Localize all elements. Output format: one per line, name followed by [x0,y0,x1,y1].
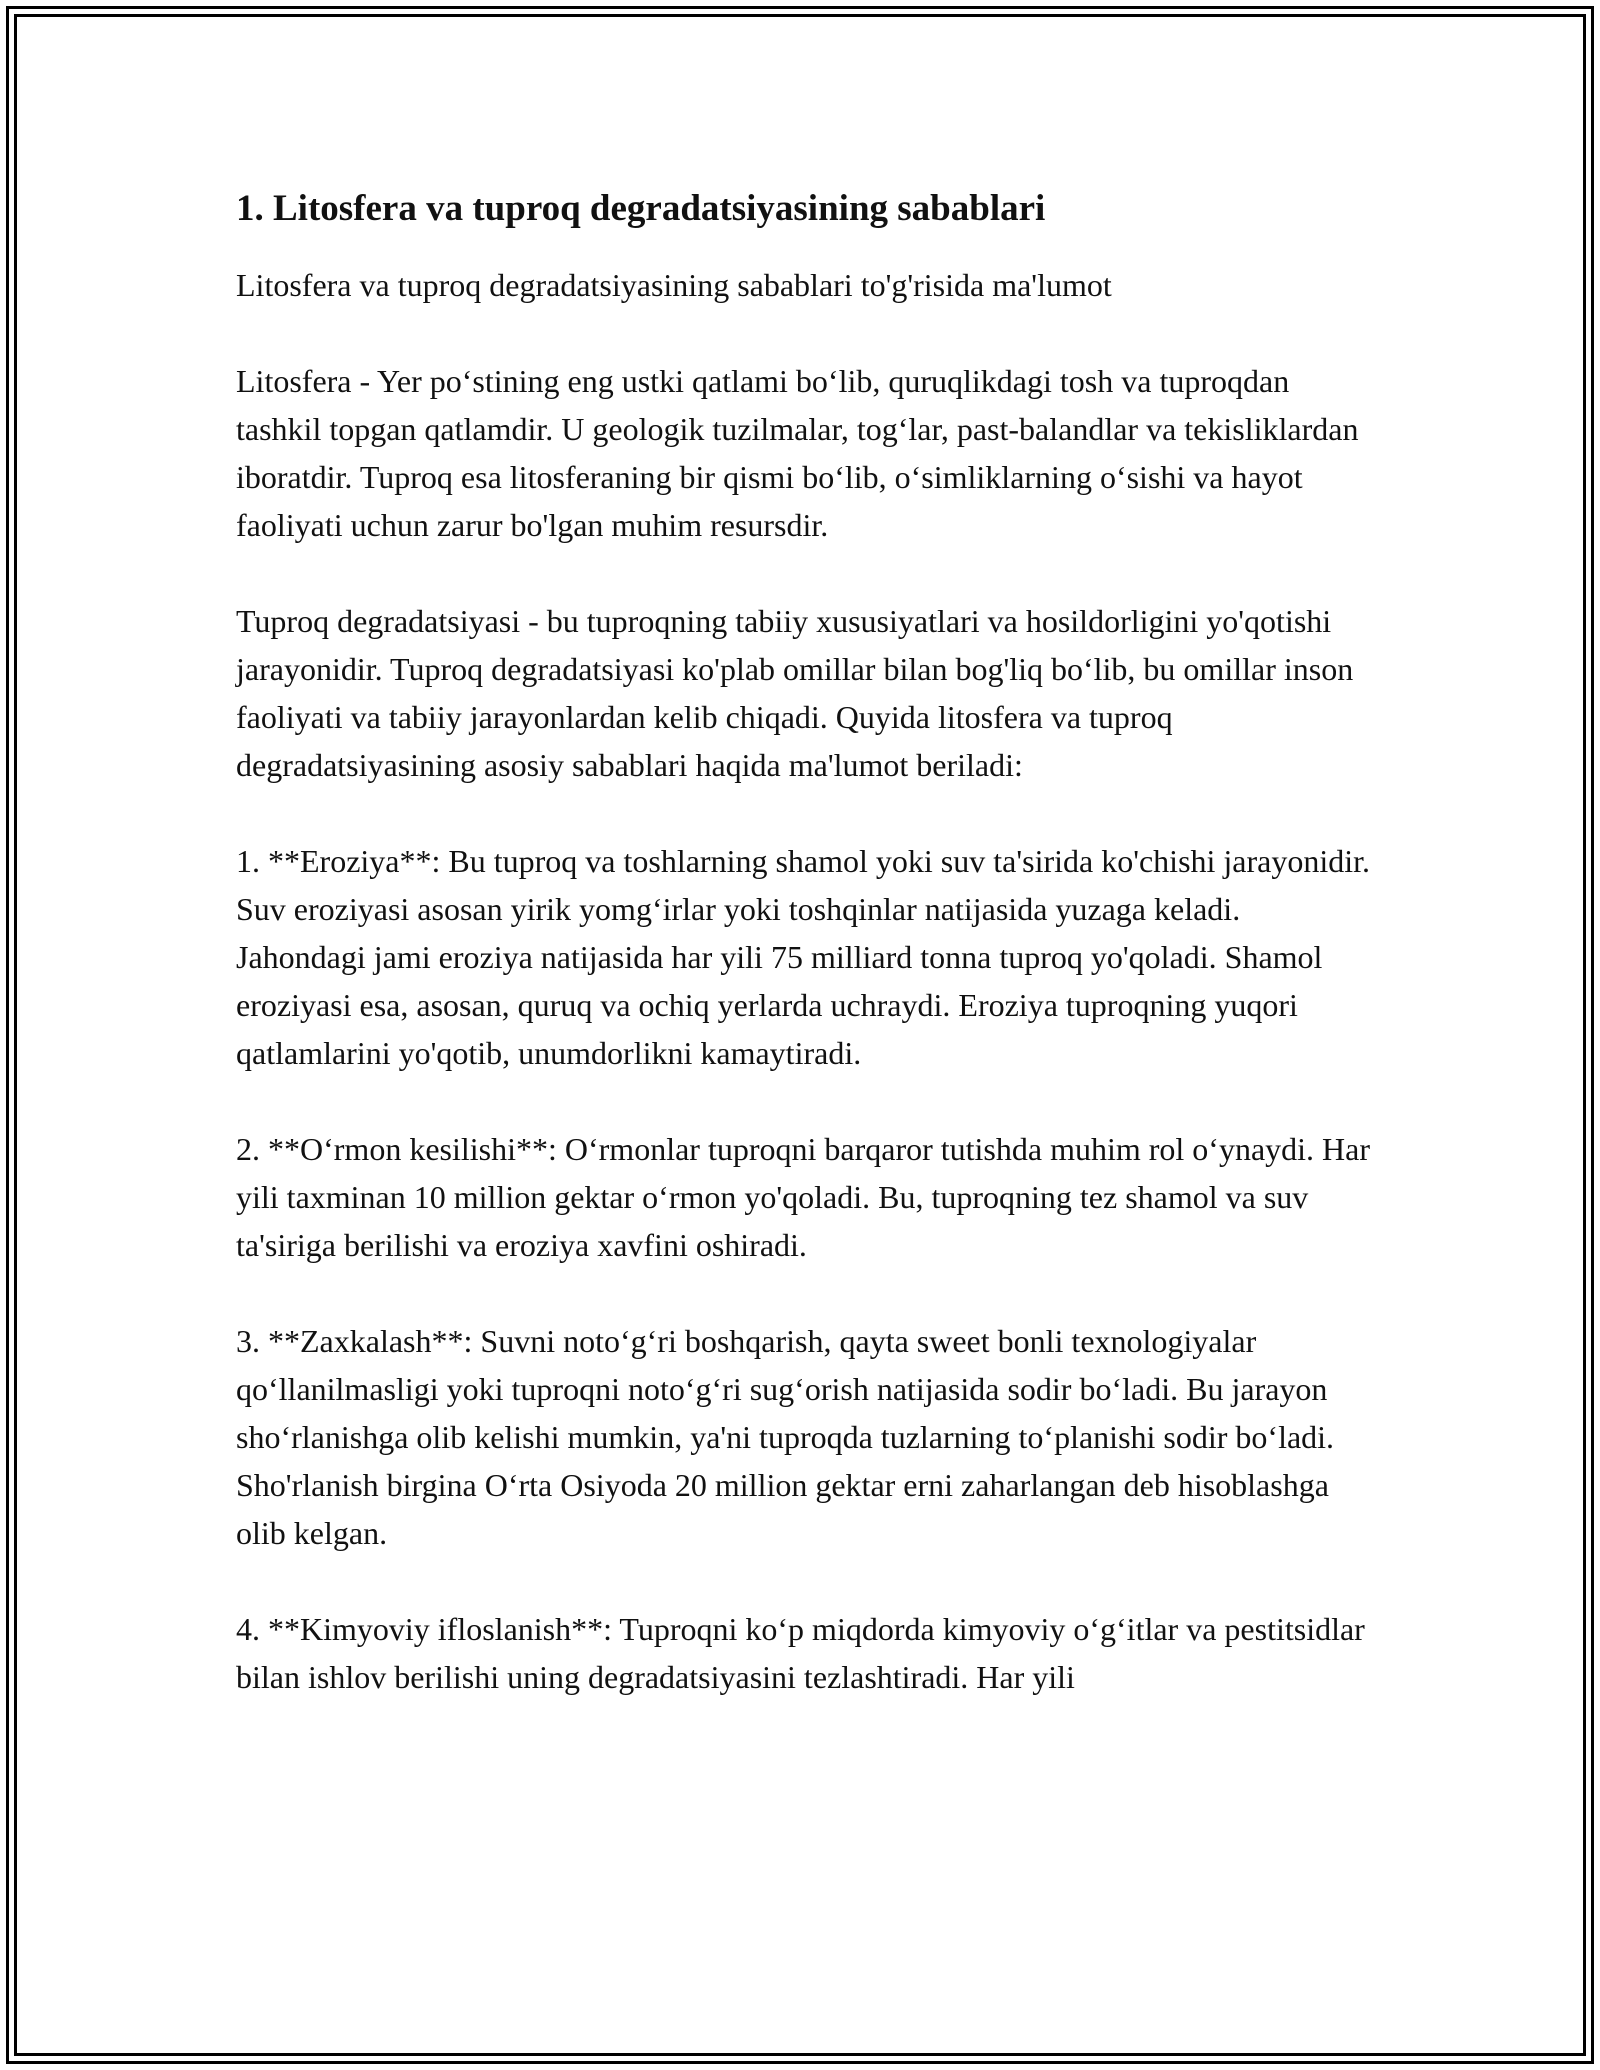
document-title: 1. Litosfera va tuproq degradatsiyasining sabablari [236,188,1046,229]
document-subtitle: Litosfera va tuproq degradatsiyasining sabablari to'g'risida ma'lumot [236,267,1112,303]
document-body [236,185,1376,1749]
paragraph-ormon-kesilishi: 2. **O‘rmon kesilishi**: O‘rmonlar tuproqni barqaror tutishda muhim rol o‘ynaydi. Har yili taxminan 10 million gektar o‘rmon yo'qoladi. Bu, tuproqning tez shamol va suv ta'siriga berilishi va eroziya xavfini oshiradi. [236,1131,1371,1263]
paragraph-zaxkalash: 3. **Zaxkalash**: Suvni noto‘g‘ri boshqarish, qayta sweet bonli texnologiyalar qo‘llanilmasligi yoki tuproqni noto‘g‘ri sug‘orish natijasida sodir bo‘ladi. Bu jarayon sho‘rlanishga olib kelishi mumkin, ya'ni tuproqda tuzlarning to‘planishi sodir bo‘ladi. Sho'rlanish birgina O‘rta Osiyoda 20 million gektar erni zaharlangan deb hisoblashga olib kelgan. [236,1323,1335,1551]
paragraph-degradatsiya: Tuproq degradatsiyasi - bu tuproqning tabiiy xususiyatlari va hosildorligini yo'qotishi jarayonidir. Tuproq degradatsiyasi ko'plab omillar bilan bog'liq bo‘lib, bu omillar inson faoliyati va tabiiy jarayonlardan kelib chiqadi. Quyida litosfera va tuproq degradatsiyasining asosiy sabablari haqida ma'lumot beriladi: [236,603,1354,783]
paragraph-litosfera: Litosfera - Yer po‘stining eng ustki qatlami bo‘lib, quruqlikdagi tosh va tuproqdan tashkil topgan qatlamdir. U geologik tuzilmalar, tog‘lar, past-balandlar va tekisliklardan iboratdir. Tuproq esa litosferaning bir qismi bo‘lib, o‘simliklarning o‘sishi va hayot faoliyati uchun zarur bo'lgan muhim resursdir. [236,363,1359,543]
paragraph-eroziya: 1. **Eroziya**: Bu tuproq va toshlarning shamol yoki suv ta'sirida ko'chishi jarayonidir. Suv eroziyasi asosan yirik yomg‘irlar yoki toshqinlar natijasida yuzaga keladi. Jahondagi jami eroziya natijasida har yili 75 milliard tonna tuproq yo'qoladi. Shamol eroziyasi esa, asosan, quruq va ochiq yerlarda uchraydi. Eroziya tuproqning yuqori qatlamlarini yo'qotib, unumdorlikni kamaytiradi. [236,843,1371,1071]
paragraph-kimyoviy-ifloslanish: 4. **Kimyoviy ifloslanish**: Tuproqni ko‘p miqdorda kimyoviy o‘g‘itlar va pestitsidlar bilan ishlov berilishi uning degradatsiyasini tezlashtiradi. Har yili [236,1611,1365,1695]
